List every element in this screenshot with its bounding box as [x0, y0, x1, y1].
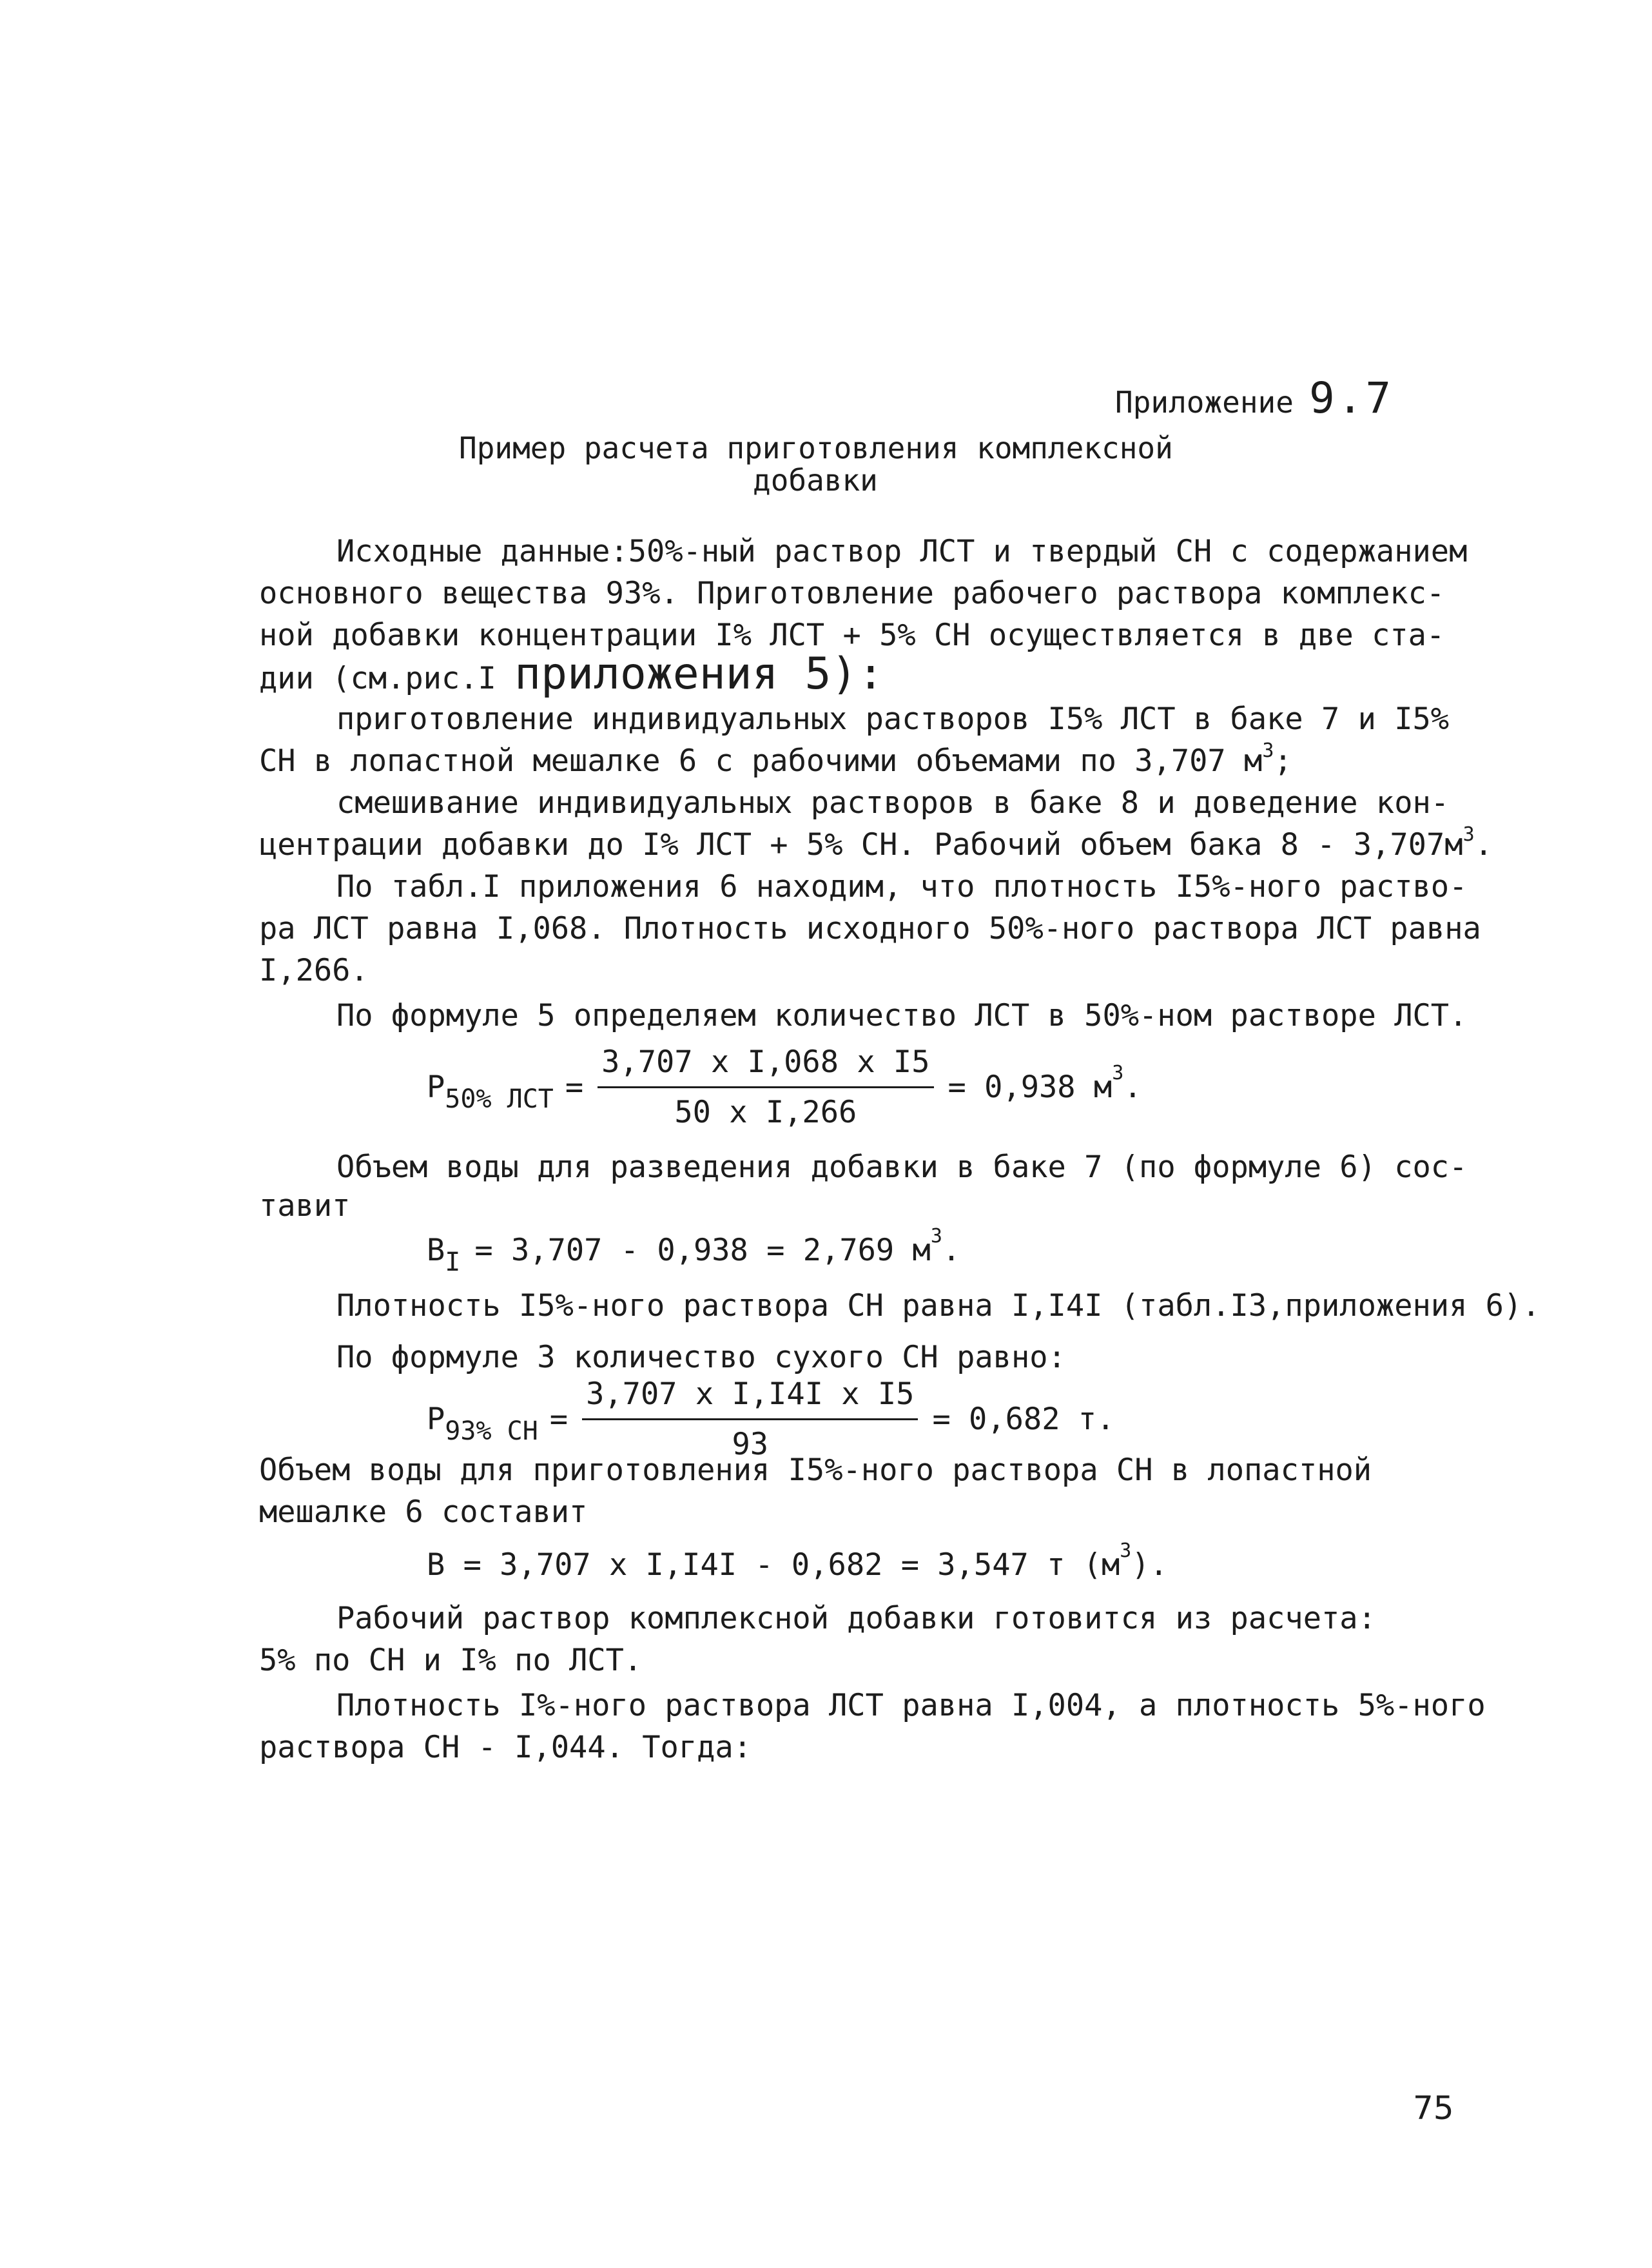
- paragraph-line: Рабочий раствор комплексной добавки готовится из расчета:: [336, 1601, 1376, 1636]
- paragraph-line: [259, 823, 1493, 863]
- paragraph-line: Объем воды для приготовления I5%-ного раствора СН в лопастной: [259, 1452, 1372, 1488]
- formula-equals: =: [565, 1070, 584, 1105]
- paragraph-line: ра ЛСТ равна I,068. Плотность исходного 50%-ного раствора ЛСТ равна: [259, 911, 1481, 946]
- paragraph-line: тавит: [259, 1188, 351, 1224]
- formula-text: B = 3,707 x I,I4I - 0,682 = 3,547 т (м: [427, 1547, 1120, 1583]
- paragraph-line: По табл.I приложения 6 находим, что плотность I5%-ного раство-: [336, 869, 1468, 904]
- formula-symbol: P: [427, 1402, 445, 1437]
- paragraph-line: [259, 649, 884, 699]
- appendix-heading: [1115, 373, 1394, 423]
- appendix-number: 9.7: [1308, 373, 1394, 423]
- text-fragment: дии (см.рис.I: [259, 661, 496, 696]
- text-fragment: центрации добавки до I% ЛСТ + 5% СН. Рабочий объем бака 8 - 3,707м: [259, 827, 1463, 863]
- formula-result: = 3,707 - 0,938 = 2,769 м: [474, 1233, 931, 1268]
- text-fragment: .: [1474, 827, 1493, 863]
- paragraph-line: мешалке 6 составит: [259, 1494, 588, 1530]
- paragraph-line: По формуле 3 количество сухого СН равно:: [336, 1340, 1066, 1375]
- superscript: 3: [930, 1225, 942, 1247]
- paragraph-line: Объем воды для разведения добавки в баке 7 (по формуле 6) сос-: [336, 1149, 1468, 1185]
- paragraph-line: По формуле 5 определяем количество ЛСТ в 50%-ном растворе ЛСТ.: [336, 998, 1468, 1033]
- formula-subscript: 50% ЛСТ: [445, 1084, 554, 1114]
- appendix-label: Приложение: [1115, 385, 1294, 420]
- formula-fraction: [582, 1376, 918, 1462]
- paragraph-line: ной добавки концентрации I% ЛСТ + 5% СН осуществляется в две ста-: [259, 618, 1445, 653]
- superscript: 3: [1120, 1540, 1132, 1562]
- paragraph-line: приготовление индивидуальных растворов I5% ЛСТ в баке 7 и I5%: [336, 701, 1450, 737]
- formula-subscript: I: [445, 1247, 461, 1277]
- paragraph-line: 5% по СН и I% по ЛСТ.: [259, 1643, 643, 1678]
- formula-lst-quantity: [427, 1044, 1142, 1130]
- paragraph-line: Плотность I%-ного раствора ЛСТ равна I,004, а плотность 5%-ного: [336, 1688, 1486, 1723]
- superscript: 3: [1262, 739, 1274, 762]
- paragraph-line: Исходные данные:50%-ный раствор ЛСТ и твердый СН с содержанием: [336, 534, 1468, 569]
- formula-result: = 0,682 т.: [932, 1402, 1115, 1437]
- formula-symbol: B: [427, 1233, 445, 1268]
- text-fragment: .: [942, 1233, 961, 1268]
- text-fragment: СН в лопастной мешалке 6 с рабочими объемами по 3,707 м: [259, 743, 1263, 779]
- paragraph-line: [259, 739, 1292, 779]
- paragraph-line: смешивание индивидуальных растворов в баке 8 и доведение кон-: [336, 785, 1450, 821]
- text-fragment-large: приложения 5):: [514, 649, 884, 699]
- formula-result: = 0,938 м: [947, 1070, 1113, 1105]
- formula-water-volume-2: [427, 1540, 1168, 1583]
- superscript: 3: [1463, 823, 1475, 846]
- formula-fraction: [598, 1044, 933, 1130]
- formula-water-volume-1: [427, 1225, 961, 1277]
- superscript: 3: [1112, 1062, 1124, 1084]
- formula-symbol: P: [427, 1070, 445, 1105]
- formula-equals: =: [549, 1402, 568, 1437]
- document-title-line-1: Пример расчета приготовления комплексной: [459, 431, 1173, 465]
- fraction-numerator: 3,707 x I,I4I x I5: [582, 1376, 918, 1420]
- fraction-denominator: 50 x I,266: [674, 1095, 857, 1130]
- text-fragment: ).: [1131, 1547, 1168, 1583]
- page-number: 75: [1413, 2089, 1454, 2127]
- paragraph-line: раствора СН - I,044. Тогда:: [259, 1730, 752, 1765]
- fraction-denominator: 93: [732, 1427, 769, 1462]
- document-title-line-2: добавки: [753, 463, 878, 498]
- text-fragment: ;: [1274, 743, 1292, 779]
- paragraph-line: I,266.: [259, 953, 369, 988]
- formula-subscript: 93% СН: [445, 1416, 538, 1446]
- formula-dry-sn-quantity: [427, 1376, 1114, 1462]
- paragraph-line: Плотность I5%-ного раствора СН равна I,I4I (табл.I3,приложения 6).: [336, 1288, 1540, 1324]
- text-fragment: .: [1123, 1070, 1142, 1105]
- paragraph-line: основного вещества 93%. Приготовление рабочего раствора комплекс-: [259, 576, 1445, 611]
- fraction-numerator: 3,707 x I,068 x I5: [598, 1044, 933, 1088]
